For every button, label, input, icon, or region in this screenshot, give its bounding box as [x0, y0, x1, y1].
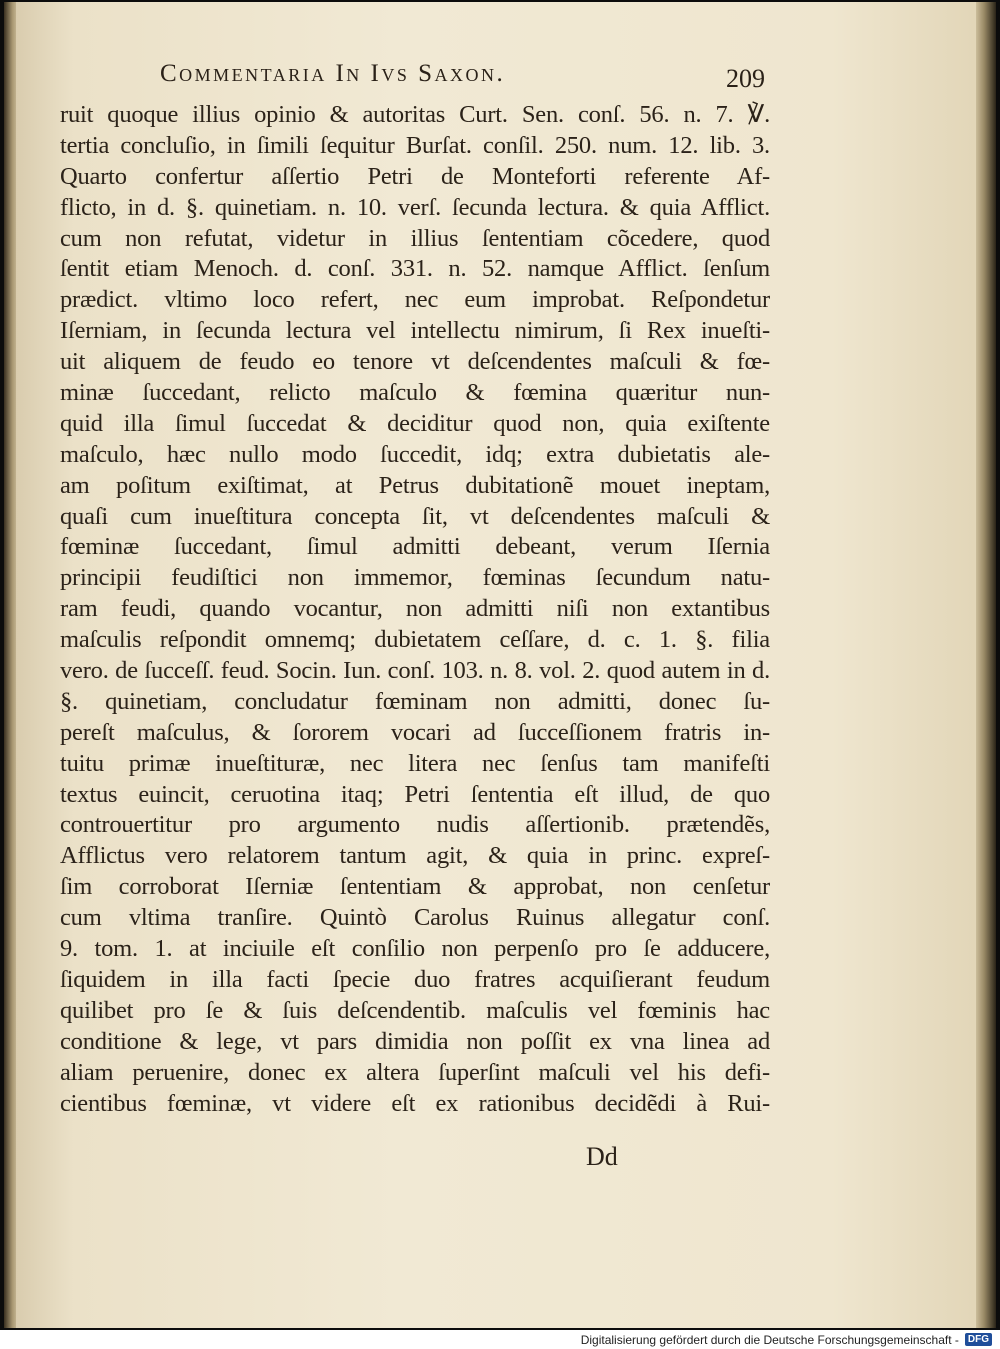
text-line: tuitu primæ inueſtituræ, nec litera nec ſenſus tam manifeſti [60, 749, 770, 777]
text-line: cum non refutat, videtur in illius ſententiam cõcedere, quod [60, 224, 770, 252]
text-line: pereſt maſculus, & ſororem vocari ad ſucceſſionem fratris in- [60, 718, 770, 746]
text-line: tertia concluſio, in ſimili ſequitur Burſat. conſil. 250. num. 12. lib. 3. [60, 131, 770, 159]
text-line: prædict. vltimo loco refert, nec eum improbat. Reſpondetur [60, 286, 770, 314]
page-number: 209 [726, 64, 765, 93]
text-line: aliam peruenire, donec ex altera ſuperſint maſculi vel his defi- [60, 1058, 770, 1086]
text-line: Iſerniam, in ſecunda lectura vel intellectu nimirum, ſi Rex inueſti- [60, 317, 770, 345]
text-line: uit aliquem de feudo eo tenore vt deſcendentes maſculi & fœ- [60, 348, 770, 376]
text-line: minæ ſuccedant, relicto maſculo & fœmina quæritur nun- [60, 379, 770, 407]
text-line: ruit quoque illius opinio & autoritas Curt. Sen. conſ. 56. n. 7. ℣. [60, 101, 770, 128]
text-line: flicto, in d. §. quinetiam. n. 10. verſ. ſecunda lectura. & quia Afflict. [60, 193, 770, 221]
text-line: ſentit etiam Menoch. d. conſ. 331. n. 52. namque Afflict. ſenſum [60, 255, 770, 283]
text-line: ſim corroborat Iſerniæ ſententiam & approbat, non cenſetur [60, 873, 770, 901]
text-line: cum vltima tranſire. Quintò Carolus Ruinus allegatur conſ. [60, 904, 770, 932]
text-line: vero. de ſucceſſ. feud. Socin. Iun. conſ. 103. n. 8. vol. 2. quod autem in d. [60, 657, 770, 685]
dfg-logo: DFG [965, 1333, 992, 1346]
text-line: maſculis reſpondit omnemq; dubietatem ceſſare, d. c. 1. §. filia [60, 626, 770, 654]
text-line: Afflictus vero relatorem tantum agit, & quia in princ. expreſ- [60, 842, 770, 870]
text-line: ram feudi, quando vocantur, non admitti niſi non extantibus [60, 595, 770, 623]
text-line: fœminæ ſuccedant, ſimul admitti debeant, verum Iſernia [60, 533, 770, 561]
text-line: ſiquidem in illa facti ſpecie duo fratres acquiſierant feudum [60, 965, 770, 993]
text-line: am poſitum exiſtimat, at Petrus dubitationẽ mouet ineptam, [60, 471, 770, 499]
text-line: maſculo, hæc nullo modo ſuccedit, idq; extra dubietatis ale- [60, 440, 770, 468]
text-line: cientibus fœminæ, vt videre eſt ex rationibus decidẽdi à Rui- [60, 1089, 770, 1117]
page-header [160, 60, 780, 96]
body-text [60, 100, 770, 1119]
text-line: Quarto confertur aſſertio Petri de Monteforti referente Af- [60, 162, 770, 190]
text-line: §. quinetiam, concludatur fœminam non admitti, donec ſu- [60, 687, 770, 715]
page-edge [976, 2, 996, 1328]
catchword: Dd [586, 1142, 618, 1171]
running-title: Commentaria In Ivs Saxon. [160, 60, 506, 87]
text-line: 9. tom. 1. at inciuile eſt conſilio non perpenſo pro ſe adducere, [60, 935, 770, 963]
text-line: quaſi cum inueſtitura concepta ſit, vt deſcendentes maſculi & [60, 502, 770, 530]
text-line: textus euincit, ceruotina itaq; Petri ſententia eſt illud, de quo [60, 780, 770, 808]
text-line: controuertitur pro argumento nudis aſſertionib. prætendẽs, [60, 811, 770, 839]
footer [560, 1330, 1000, 1349]
funding-notice: Digitalisierung gefördert durch die Deutsche Forschungsgemeinschaft - [580, 1332, 959, 1347]
text-line: conditione & lege, vt pars dimidia non poſſit ex vna linea ad [60, 1027, 770, 1055]
text-line: principii feudiſtici non immemor, fœminas ſecundum natu- [60, 564, 770, 592]
text-line: quid illa ſimul ſuccedat & deciditur quod non, quia exiſtente [60, 409, 770, 437]
text-line: quilibet pro ſe & ſuis deſcendentib. maſculis vel fœminis hac [60, 996, 770, 1024]
